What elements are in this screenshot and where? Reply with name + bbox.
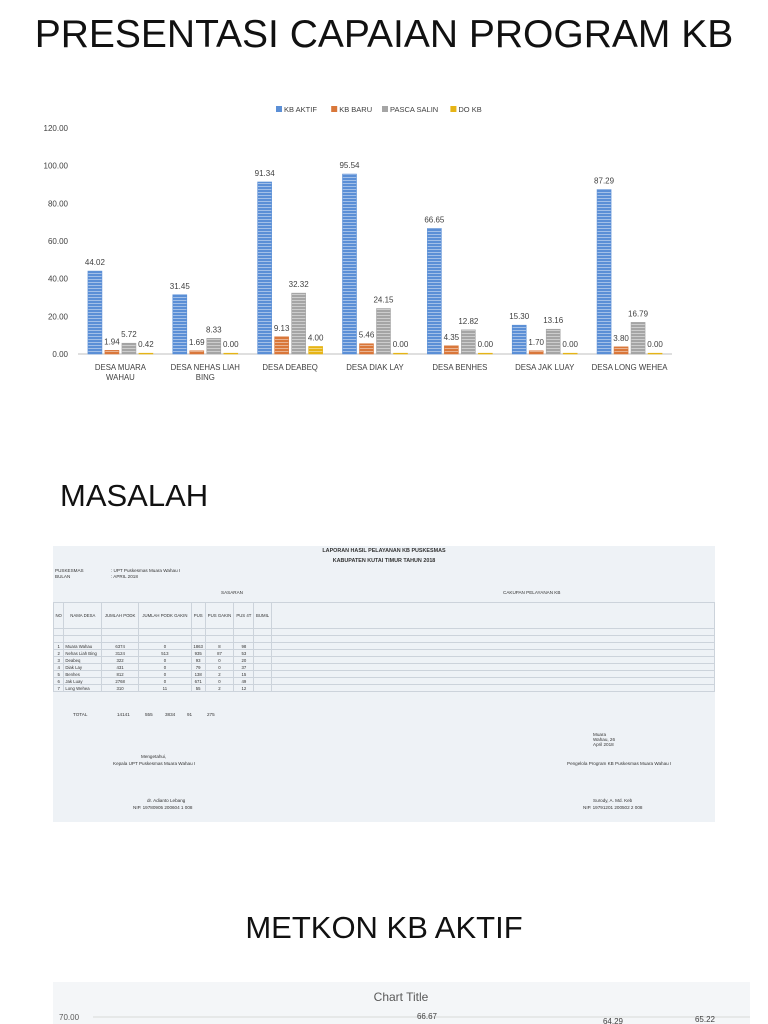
bar — [529, 351, 543, 354]
bar — [190, 351, 204, 354]
report-title: LAPORAN HASIL PELAYANAN KB PUSKESMAS — [322, 548, 446, 554]
data-label: 0.00 — [647, 340, 663, 350]
table-cell — [139, 636, 192, 643]
y-tick-label: 100.00 — [43, 161, 68, 171]
table-cell — [64, 636, 102, 643]
y-tick-label: 70.00 — [59, 1013, 80, 1022]
table-cell: 0 — [139, 657, 192, 664]
table-spacer-row — [54, 629, 715, 636]
bar — [105, 350, 119, 354]
table-cell — [102, 629, 139, 636]
table-row — [54, 685, 715, 692]
total-pus-gakin: 91 — [187, 712, 193, 717]
data-label: 1.94 — [104, 337, 120, 347]
bar — [614, 347, 628, 354]
legend-label: PASCA SALIN — [390, 105, 439, 114]
data-label: 13.16 — [543, 316, 564, 326]
table-cell: 513 — [139, 650, 192, 657]
header-bumil: BUMIL — [254, 603, 272, 629]
table-cell: 11 — [139, 685, 192, 692]
x-tick-label-line: DESA MUARA — [94, 363, 146, 372]
data-label: 0.00 — [392, 340, 409, 350]
table-cell — [234, 629, 254, 636]
cakupan-header: CAKUPAN PELAYANAN KB — [503, 590, 561, 595]
bar — [461, 330, 475, 354]
table-cell: 0 — [139, 671, 192, 678]
page-title: PRESENTASI CAPAIAN PROGRAM KB — [34, 13, 734, 56]
bar — [224, 353, 238, 354]
table-cell: 53 — [234, 650, 254, 657]
data-label: 12.82 — [458, 316, 479, 326]
table-cell — [272, 650, 715, 657]
x-tick-label — [95, 363, 147, 382]
x-tick-label-line: DESA NEHAS LIAH — [170, 363, 240, 372]
data-label: 32.32 — [288, 280, 309, 290]
table-row — [54, 650, 715, 657]
bar — [139, 353, 153, 354]
header-pus: PUS — [191, 603, 205, 629]
table-cell: 15 — [234, 671, 254, 678]
table-cell: Diak Lay — [64, 664, 102, 671]
bar — [597, 190, 611, 354]
data-label: 8.33 — [205, 325, 222, 335]
bar — [648, 353, 662, 354]
x-tick-label — [346, 363, 404, 372]
bar — [427, 228, 441, 354]
table-cell — [234, 636, 254, 643]
table-cell — [139, 629, 192, 636]
table-cell: 79 — [191, 664, 205, 671]
table-cell: 1 — [54, 643, 64, 650]
header-nama-desa: NAMA DESA — [64, 603, 102, 629]
total-podk: 14141 — [117, 712, 130, 717]
table-cell: 671 — [191, 678, 205, 685]
bar — [173, 295, 187, 354]
table-cell: 2 — [205, 685, 234, 692]
table-cell — [272, 657, 715, 664]
data-label: 3.80 — [613, 333, 629, 343]
table-cell — [191, 636, 205, 643]
table-cell: Deabeq — [64, 657, 102, 664]
table-cell: 322 — [102, 657, 139, 664]
table-spacer-row — [54, 636, 715, 643]
data-label: 5.46 — [358, 330, 375, 340]
bar — [88, 271, 102, 354]
table-cell: 310 — [102, 685, 139, 692]
legend-label: DO KB — [458, 105, 482, 114]
x-tick-label — [171, 363, 240, 382]
table-cell — [272, 636, 715, 643]
y-tick-label: 120.00 — [43, 124, 68, 133]
data-label: 0.00 — [562, 340, 579, 350]
metkon-chart — [53, 982, 750, 1024]
bar — [343, 174, 357, 354]
signatory-1-name: dr. Adianto Lebang — [147, 798, 186, 803]
legend-label: KB BARU — [339, 105, 373, 114]
mengetahui-text: Mengetahui, — [141, 754, 167, 759]
table-cell: 2 — [54, 650, 64, 657]
table-cell — [205, 629, 234, 636]
bar — [122, 343, 136, 354]
table-cell: 8 — [205, 643, 234, 650]
table-cell: 0 — [139, 678, 192, 685]
table-cell — [272, 671, 715, 678]
table-cell — [102, 636, 139, 643]
legend-swatch — [382, 106, 388, 112]
table-cell: Jak Luay — [64, 678, 102, 685]
table-cell — [272, 685, 715, 692]
table-row — [54, 678, 715, 685]
pengelola-text: Pengelola Program KB Puskesmas Muara Wahau I — [567, 761, 672, 766]
table-cell: 98 — [234, 643, 254, 650]
table-cell — [254, 685, 272, 692]
y-tick-label: 60.00 — [47, 237, 68, 246]
data-label: 1.69 — [188, 337, 205, 347]
table-cell — [272, 664, 715, 671]
place-date-text: Muara Wahau, 26 April 2018 — [593, 732, 616, 747]
header-cakupan-columns — [272, 603, 715, 629]
bulan-label: BULAN — [55, 574, 71, 579]
table-cell: 0 — [139, 664, 192, 671]
table-cell: 2 — [205, 671, 234, 678]
signatory-2-name: Surody, A. Md. Keb — [593, 798, 633, 803]
x-tick-label-line: DESA LONG WEHEA — [591, 363, 668, 372]
table-cell: Muara Wahau — [64, 643, 102, 650]
report-header-row — [54, 603, 715, 629]
bar — [563, 353, 577, 354]
data-label: 64.29 — [602, 1017, 624, 1024]
header-podk: JUMLAH PODK — [102, 603, 139, 629]
data-label: 91.34 — [254, 168, 275, 178]
kepala-text: Kepala UPT Puskesmas Muara Wahau I — [113, 761, 196, 766]
data-label: 9.13 — [273, 323, 290, 333]
table-cell: Long Wehea — [64, 685, 102, 692]
puskesmas-value: : UPT Puskesmas Muara Wahau I — [111, 568, 181, 573]
bar — [546, 329, 560, 354]
report-grid — [53, 602, 715, 692]
table-cell — [254, 643, 272, 650]
x-tick-label-line: WAHAU — [106, 373, 135, 382]
bar — [258, 182, 272, 354]
data-label: 0.42 — [138, 340, 154, 350]
y-tick-label: 80.00 — [47, 199, 68, 209]
bar — [275, 337, 289, 354]
data-label: 16.79 — [628, 309, 649, 319]
data-label: 66.67 — [416, 1012, 438, 1021]
x-tick-label-line: DESA BENHES — [432, 363, 488, 372]
data-labels — [85, 161, 663, 349]
legend-label: KB AKTIF — [284, 105, 317, 114]
table-cell: 3 — [54, 657, 64, 664]
table-cell: 93 — [191, 657, 205, 664]
data-label: 5.72 — [121, 330, 137, 340]
table-cell: 0 — [205, 664, 234, 671]
table-cell — [54, 636, 64, 643]
table-cell — [254, 664, 272, 671]
bar — [377, 309, 391, 354]
x-tick-label-line: DESA DEABEQ — [262, 363, 318, 372]
table-cell: 37 — [234, 664, 254, 671]
data-label: 66.65 — [424, 215, 445, 225]
table-cell: 0 — [205, 678, 234, 685]
bar — [360, 344, 374, 354]
table-cell: Benhes — [64, 671, 102, 678]
table-row — [54, 664, 715, 671]
x-tick-label-line: BING — [195, 373, 215, 382]
bar — [631, 322, 645, 354]
table-cell — [254, 671, 272, 678]
report-subtitle: KABUPATEN KUTAI TIMUR TAHUN 2018 — [332, 558, 436, 564]
bar — [394, 353, 408, 354]
table-cell — [191, 629, 205, 636]
total-gakin: 555 — [145, 712, 153, 717]
kb-achievement-bar-chart — [0, 100, 768, 400]
table-cell: 6374 — [102, 643, 139, 650]
signatory-2-nip: NIP. 19791201 200502 2 008 — [583, 805, 643, 810]
table-cell — [272, 678, 715, 685]
table-cell: 3124 — [102, 650, 139, 657]
table-cell: 7 — [54, 685, 64, 692]
x-tick-label-line: DESA DIAK LAY — [346, 363, 404, 372]
table-cell — [64, 629, 102, 636]
metkon-chart-svg — [53, 982, 750, 1024]
header-no: NO — [54, 603, 64, 629]
table-cell — [254, 678, 272, 685]
chart-legend — [276, 105, 482, 114]
total-pus-4t: 275 — [207, 712, 215, 717]
bar — [512, 325, 526, 354]
total-label: TOTAL — [73, 712, 88, 717]
table-cell: 1863 — [191, 643, 205, 650]
table-cell — [272, 629, 715, 636]
metkon-chart-title: Chart Title — [373, 990, 429, 1004]
table-cell: Nehas Liah Bing — [64, 650, 102, 657]
report-body — [54, 629, 715, 692]
legend-swatch — [276, 106, 282, 112]
table-cell — [254, 650, 272, 657]
table-cell: 55 — [191, 685, 205, 692]
data-label: 31.45 — [169, 281, 190, 291]
table-cell — [254, 636, 272, 643]
table-cell — [54, 629, 64, 636]
data-label: 44.02 — [84, 258, 105, 268]
data-label: 87.29 — [594, 176, 615, 186]
table-cell: 0 — [205, 657, 234, 664]
table-row — [54, 671, 715, 678]
table-cell: 431 — [102, 664, 139, 671]
table-cell: 5 — [54, 671, 64, 678]
table-cell: 49 — [234, 678, 254, 685]
data-label: 1.70 — [528, 337, 545, 347]
bar — [292, 293, 306, 354]
table-cell: 12 — [234, 685, 254, 692]
data-label: 4.35 — [443, 332, 460, 342]
table-cell — [205, 636, 234, 643]
data-label: 4.00 — [307, 333, 324, 343]
x-tick-label — [262, 363, 317, 372]
header-pus-gakin: PUS GAKIN — [205, 603, 234, 629]
x-tick-label — [592, 363, 669, 372]
data-label: 15.30 — [509, 312, 530, 322]
table-row — [54, 657, 715, 664]
data-label: 0.00 — [222, 340, 239, 350]
data-label: 95.54 — [339, 161, 360, 171]
table-cell: 138 — [191, 671, 205, 678]
bars — [88, 174, 662, 354]
x-axis — [95, 363, 668, 382]
legend-swatch — [331, 106, 337, 112]
bar — [478, 353, 492, 354]
table-cell: 4 — [54, 664, 64, 671]
table-cell: 935 — [191, 650, 205, 657]
kb-service-report-table — [53, 546, 715, 822]
bulan-value: : APRIL 2018 — [111, 574, 138, 579]
table-cell: 2768 — [102, 678, 139, 685]
x-tick-label — [515, 363, 575, 372]
table-cell: 0 — [139, 643, 192, 650]
table-cell — [272, 643, 715, 650]
sasaran-header: SASARAN — [221, 590, 243, 595]
section-heading-metkon: METKON KB AKTIF — [245, 910, 523, 945]
header-podk-gakin: JUMLAH PODK GAKIN — [139, 603, 192, 629]
data-label: 0.00 — [477, 340, 494, 350]
table-cell: 6 — [54, 678, 64, 685]
section-heading-masalah: MASALAH — [60, 478, 209, 513]
table-cell: 812 — [102, 671, 139, 678]
x-tick-label — [432, 363, 487, 372]
x-tick-label-line: DESA JAK LUAY — [515, 363, 575, 372]
y-tick-label: 20.00 — [47, 312, 68, 322]
y-tick-label: 40.00 — [47, 274, 68, 284]
bar — [207, 338, 221, 354]
data-label: 65.22 — [694, 1015, 716, 1024]
table-row — [54, 643, 715, 650]
total-pus: 3834 — [165, 712, 176, 717]
puskesmas-label: PUSKESMAS — [55, 568, 84, 573]
table-cell — [254, 657, 272, 664]
data-label: 24.15 — [373, 295, 394, 305]
table-cell: 20 — [234, 657, 254, 664]
table-cell: 87 — [205, 650, 234, 657]
header-pus-4t: PUS 4T — [234, 603, 254, 629]
bar — [309, 346, 323, 354]
signatory-1-nip: NIP. 19780905 200604 1 008 — [133, 805, 193, 810]
bar — [444, 346, 458, 354]
y-tick-label: 0.00 — [52, 350, 68, 359]
legend-swatch — [450, 106, 456, 112]
y-axis — [44, 124, 672, 359]
table-cell — [254, 629, 272, 636]
